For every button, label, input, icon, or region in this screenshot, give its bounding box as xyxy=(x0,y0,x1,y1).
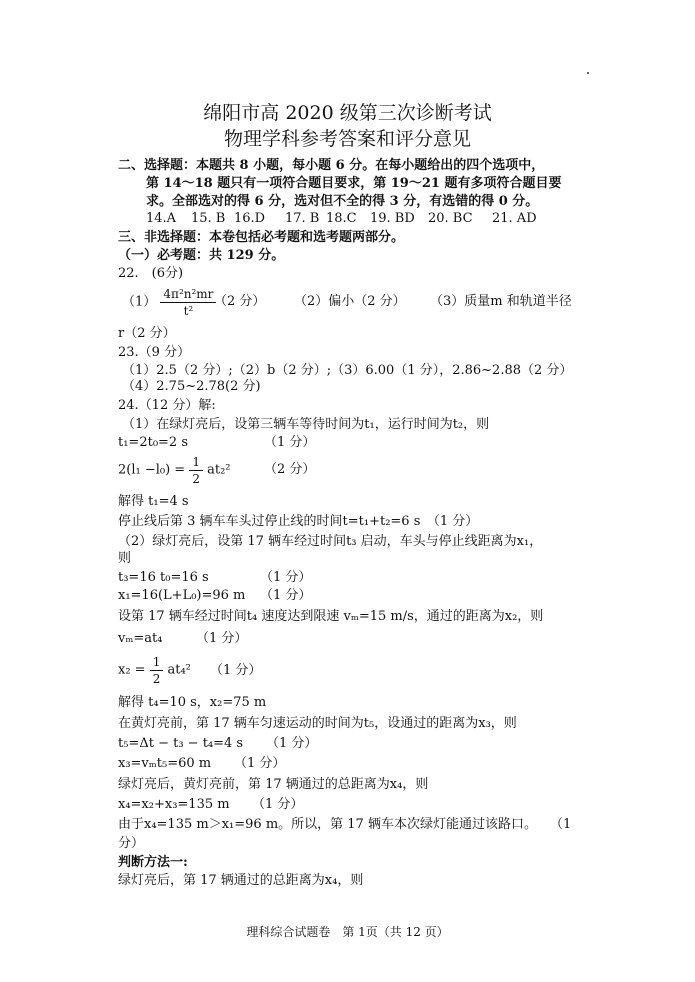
q24-l19: 由于x₄=135 m＞x₁=96 m。所以，第 17 辆车本次绿灯能通过该路口。 xyxy=(118,817,537,832)
q22-part1 xyxy=(122,286,216,320)
answer-20: 20. BC xyxy=(428,211,473,226)
page-title-line2: 物理学科参考答案和评分意见 xyxy=(223,128,471,150)
q22-frac-num: 4π²n²mr xyxy=(160,286,216,303)
q24-l11-score: （1 分） xyxy=(196,631,248,646)
q24-l8: t₃=16 t₀=16 s xyxy=(118,570,209,585)
q22-part1-label: （1） xyxy=(122,294,157,310)
q24-l11: vₘ=at₄ xyxy=(118,631,163,646)
q24-l12-pre: x₂ = xyxy=(118,662,146,678)
q24-l3-score: （2 分） xyxy=(264,462,316,477)
answer-17: 17. B xyxy=(285,211,320,226)
q24-l9: x₁=16(L+L₀)=96 m xyxy=(118,588,246,603)
q24-l9-score: （1 分） xyxy=(260,588,312,603)
answer-18: 18.C xyxy=(326,211,357,226)
q24-l15-score: （1 分） xyxy=(266,736,318,751)
q22-score1: （2 分） xyxy=(214,294,266,309)
q24-l3-post: at₂² xyxy=(207,462,231,478)
q24-l3-pre: 2(l₁ −l₀) = xyxy=(118,462,186,478)
q23-line2: （4）2.75~2.78(2 分) xyxy=(122,379,261,394)
q24-l12-frac-den: 2 xyxy=(152,672,161,686)
q22-head: 22. (6分) xyxy=(118,266,184,281)
sec2-line2: 第 14～18 题只有一项符合题目要求，第 19～21 题有多项符合题目要 xyxy=(146,176,562,191)
q24-l20: 分） xyxy=(118,836,145,851)
q24-l19-score: （1 xyxy=(550,817,572,832)
q24-l14: 在黄灯亮前，第 17 辆车匀速运动的时间为t₅，设通过的距离为x₃，则 xyxy=(118,716,517,731)
q24-l18: x₄=x₂+x₃=135 m xyxy=(118,797,230,812)
page-title-line1: 绵阳市高 2020 级第三次诊断考试 xyxy=(203,102,492,124)
q22-cont: r（2 分） xyxy=(118,326,176,341)
q24-l2-score: （1 分） xyxy=(264,435,316,450)
q24-l16: x₃=vₘt₅=60 m xyxy=(118,756,212,771)
sec3-sub1: （一）必考题：共 129 分。 xyxy=(118,248,285,263)
q24-l22: 绿灯亮后，第 17 辆通过的总距离为x₄，则 xyxy=(118,873,364,888)
q24-l21: 判断方法一: xyxy=(118,855,188,870)
q24-l3-frac-num: 1 xyxy=(189,454,203,471)
q23-line1: （1）2.5（2 分）;（2）b（2 分）;（3）6.00（1 分），2.86~2.88（2 分） xyxy=(122,363,573,378)
q24-l3-frac-den: 2 xyxy=(192,472,200,486)
q24-l4: 解得 t₁=4 s xyxy=(118,494,189,509)
q24-l12-fraction xyxy=(150,654,164,687)
answer-21: 21. AD xyxy=(492,211,537,226)
answer-15: 15. B xyxy=(191,211,226,226)
q24-l16-score: （1 分） xyxy=(234,756,286,771)
sec3-heading: 三、非选择题：本卷包括必考题和选考题两部分。 xyxy=(118,230,405,245)
q24-l1: （1）在绿灯亮后，设第三辆车等待时间为t₁，运行时间为t₂，则 xyxy=(122,417,490,432)
q24-l8-score: （1 分） xyxy=(260,570,312,585)
q22-part3: （3）质量m 和轨道半径 xyxy=(430,294,572,309)
q24-l12-frac-num: 1 xyxy=(150,654,164,671)
answer-16: 16.D xyxy=(234,211,266,226)
q22-fraction xyxy=(160,286,216,319)
q24-l3-fraction xyxy=(189,454,203,487)
scan-dot xyxy=(587,72,589,74)
q24-l18-score: （1 分） xyxy=(252,797,304,812)
q24-l6: （2）绿灯亮后，设第 17 辆车经过时间t₃ 启动，车头与停止线距离为x₁， xyxy=(118,534,543,549)
page-footer: 理科综合试题卷 第 1页（共 12 页） xyxy=(246,925,449,939)
answer-14: 14.A xyxy=(146,211,177,226)
sec2-line1: 二、选择题：本题共 8 小题，每小题 6 分。在每小题给出的四个选项中， xyxy=(118,158,545,173)
q24-l3-formula xyxy=(118,454,231,488)
q24-l10: 设第 17 辆车经过时间t₄ 速度达到限速 vₘ=15 m/s，通过的距离为x₂，则 xyxy=(118,609,544,624)
q24-l5: 停止线后第 3 辆车车头过停止线的时间t=t₁+t₂=6 s （1 分） xyxy=(118,514,479,529)
q24-head: 24.（12 分）解: xyxy=(118,398,216,413)
q24-l12-score: （1 分） xyxy=(210,663,262,678)
q22-frac-den: t² xyxy=(183,304,194,318)
q24-l12-post: at₄² xyxy=(167,662,191,678)
q24-l12-formula xyxy=(118,654,191,688)
q22-part2: （2）偏小（2 分） xyxy=(294,294,406,309)
q24-l15: t₅=Δt − t₃ − t₄=4 s xyxy=(118,736,244,751)
answer-19: 19. BD xyxy=(370,211,415,226)
q24-l2: t₁=2t₀=2 s xyxy=(118,435,189,450)
sec2-line3: 求。全部选对的得 6 分，选对但不全的得 3 分，有选错的得 0 分。 xyxy=(146,194,539,209)
q24-l7: 则 xyxy=(118,551,132,566)
q24-l17: 绿灯亮后，黄灯亮前，第 17 辆通过的总距离为x₄，则 xyxy=(118,777,429,792)
q23-head: 23.（9 分） xyxy=(118,345,191,360)
q24-l13: 解得 t₄=10 s，x₂=75 m xyxy=(118,695,267,710)
